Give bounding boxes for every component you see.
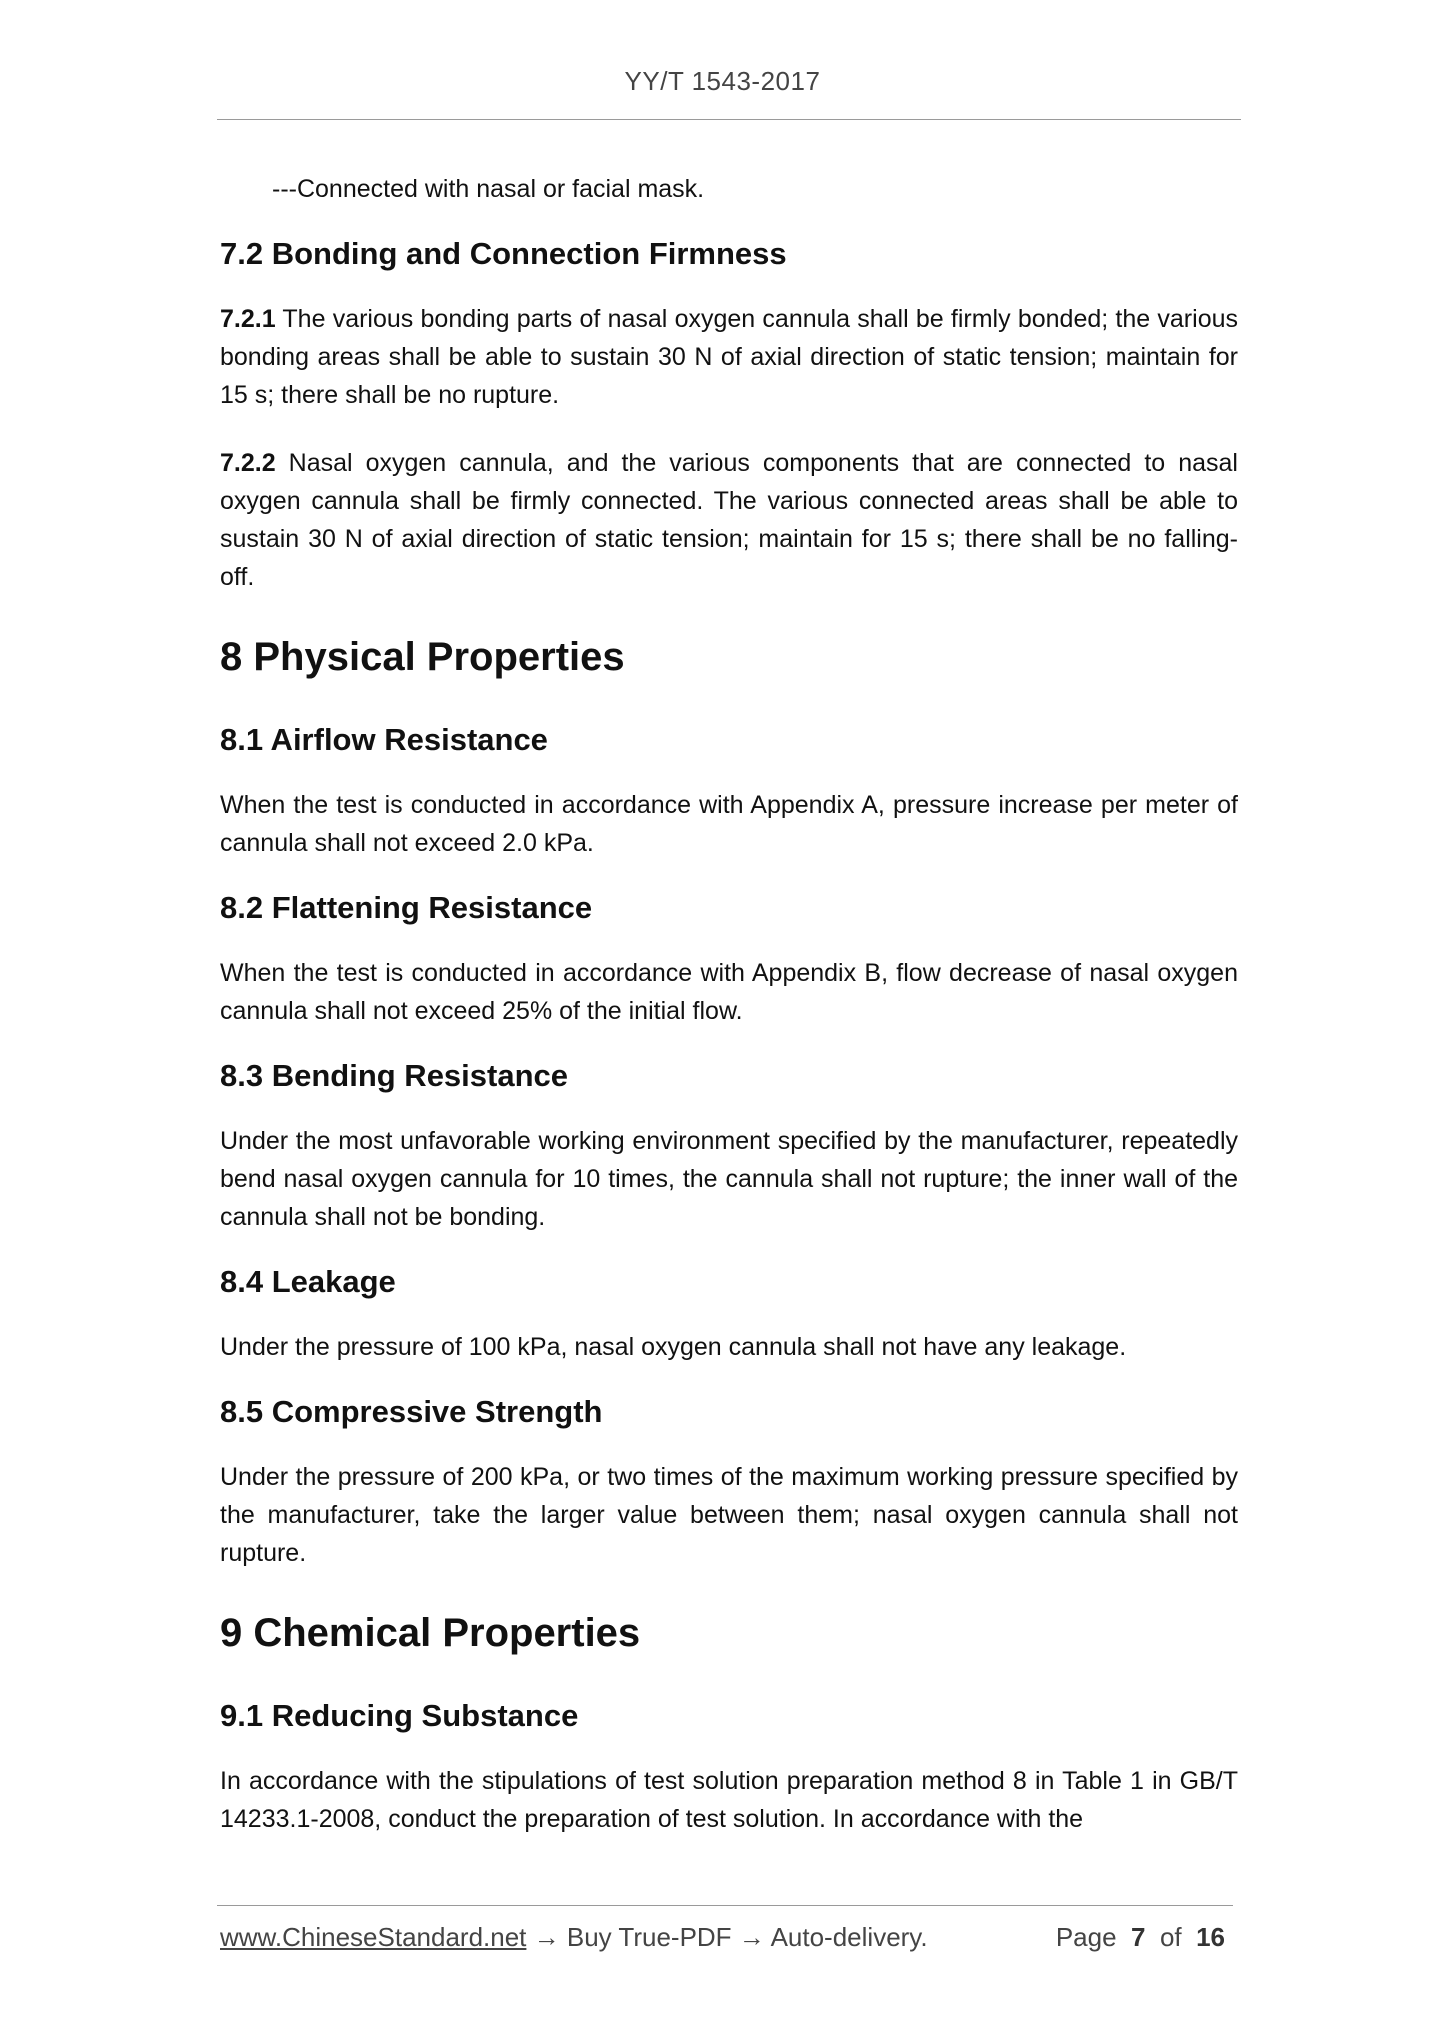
clause-7-2-1-number: 7.2.1 — [220, 305, 276, 333]
header-divider — [217, 119, 1241, 120]
section-8-1-title: 8.1 Airflow Resistance — [220, 722, 548, 757]
section-9-title: 9 Chemical Properties — [220, 1611, 641, 1655]
section-8-5-title: 8.5 Compressive Strength — [220, 1394, 603, 1429]
section-9-1-title: 9.1 Reducing Substance — [220, 1698, 579, 1733]
section-7-2-title: 7.2 Bonding and Connection Firmness — [220, 236, 787, 271]
clause-7-2-2-number: 7.2.2 — [220, 449, 276, 477]
clause-7-2-1 — [220, 300, 1238, 414]
intro-line: ---Connected with nasal or facial mask. — [272, 175, 705, 203]
section-8-2-text: When the test is conducted in accordance with Appendix B, flow decrease of nasal oxygen cannula shall not exceed 25% of the initial flow. — [220, 959, 1238, 1025]
section-8-5-text: Under the pressure of 200 kPa, or two times of the maximum working pressure specified by the manufacturer, take the larger value between them; nasal oxygen cannula shall not rupture. — [220, 1463, 1238, 1567]
footer-divider — [217, 1905, 1233, 1906]
page-content — [220, 160, 1238, 1838]
clause-7-2-2-text: Nasal oxygen cannula, and the various components that are connected to nasal oxygen cannula shall be firmly connected. The various connected areas shall be able to sustain 30 N of axial direction of static tension; maintain for 15 s; there shall be no falling-off. — [220, 449, 1238, 591]
page-number: 7 — [1131, 1922, 1146, 1952]
section-8-title: 8 Physical Properties — [220, 635, 625, 679]
section-8-4-text: Under the pressure of 100 kPa, nasal oxygen cannula shall not have any leakage. — [220, 1333, 1127, 1361]
page-indicator — [1056, 1922, 1225, 1953]
page-total: 16 — [1196, 1922, 1225, 1952]
page-footer — [220, 1922, 1233, 1953]
section-8-3-text: Under the most unfavorable working environment specified by the manufacturer, repeatedly bend nasal oxygen cannula for 10 times, the cannula shall not rupture; the inner wall of the cannula shall not be bonding. — [220, 1127, 1238, 1231]
section-8-1-text: When the test is conducted in accordance with Appendix A, pressure increase per meter of cannula shall not exceed 2.0 kPa. — [220, 791, 1238, 857]
of-label: of — [1159, 1922, 1182, 1952]
clause-7-2-2 — [220, 444, 1238, 596]
site-link[interactable]: www.ChineseStandard.net — [220, 1922, 527, 1952]
clause-7-2-1-text: The various bonding parts of nasal oxygen cannula shall be firmly bonded; the various bonding areas shall be able to sustain 30 N of axial direction of static tension; maintain for 15 s; there shall be no rupture. — [220, 305, 1238, 409]
page-label: Page — [1055, 1922, 1117, 1952]
section-9-1-text: In accordance with the stipulations of test solution preparation method 8 in Table 1 in GB/T 14233.1-2008, conduct the preparation of test solution. In accordance with the — [220, 1767, 1238, 1833]
section-8-3-title: 8.3 Bending Resistance — [220, 1058, 569, 1093]
footer-tagline: → Buy True-PDF → Auto-delivery. — [526, 1922, 928, 1952]
section-8-4-title: 8.4 Leakage — [220, 1264, 396, 1299]
section-8-2-title: 8.2 Flattening Resistance — [220, 890, 593, 925]
document-code: YY/T 1543-2017 — [624, 66, 821, 96]
